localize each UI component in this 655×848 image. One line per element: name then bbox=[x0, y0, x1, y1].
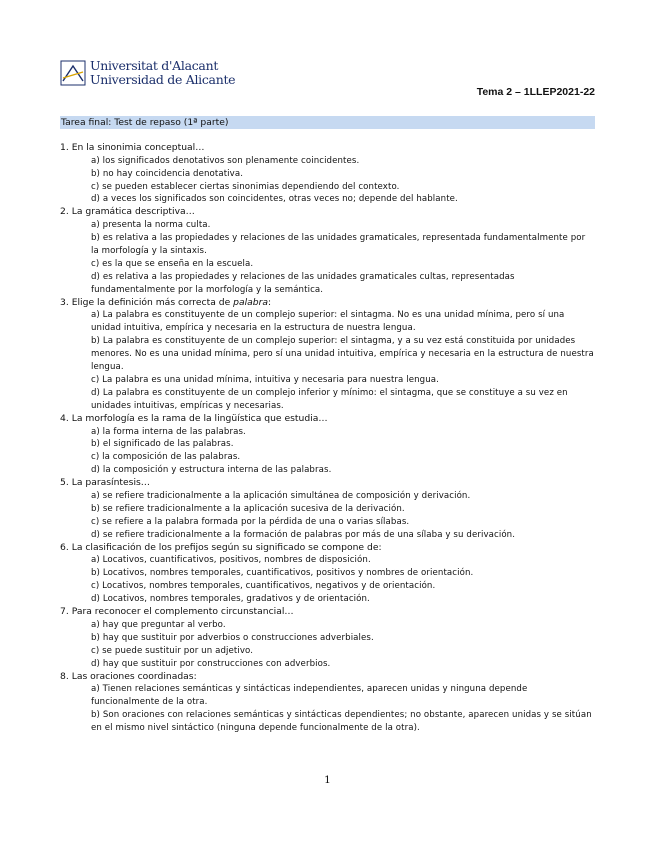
option-c: c) Locativos, nombres temporales, cuantificativos, negativos y de orientación. bbox=[91, 581, 436, 592]
question-number: 7. bbox=[60, 606, 69, 618]
option-d: d) Locativos, nombres temporales, gradativos y de orientación. bbox=[91, 594, 370, 605]
question-stem-end: : bbox=[268, 296, 272, 308]
task-title-bar: Tarea final: Test de repaso (1ª parte) bbox=[60, 116, 595, 129]
question-number: 8. bbox=[60, 670, 69, 682]
option-b: b) no hay coincidencia denotativa. bbox=[91, 168, 244, 179]
university-logo bbox=[60, 58, 236, 90]
question-1 bbox=[60, 142, 595, 206]
option-a: a) presenta la norma culta. bbox=[91, 220, 211, 230]
option-b: b) es relativa a las propiedades y relaciones de las unidades gramaticales, representada fundamentalmente por la morfología y la sintaxis. bbox=[91, 232, 586, 256]
question-stem: La morfología es la rama de la lingüística que estudia… bbox=[71, 412, 328, 424]
option-d: d) La palabra es constituyente de un complejo inferior y mínimo: el sintagma, que se constituye a su vez en unidades intuitivas, empíricas y necesarias. bbox=[91, 388, 568, 411]
option-d: d) a veces los significados son coincidentes, otras veces no; depende del hablante. bbox=[91, 194, 458, 205]
option-a: a) Locativos, cuantificativos, positivos, nombres de disposición. bbox=[91, 555, 371, 566]
question-8 bbox=[60, 671, 595, 735]
university-name-valencian: Universitat d'Alacant bbox=[90, 58, 219, 73]
question-5 bbox=[60, 477, 595, 541]
option-d: d) es relativa a las propiedades y relaciones de las unidades gramaticales cultas, representadas fundamentalmente por la morfología y la semántica. bbox=[91, 271, 515, 295]
option-d: d) se refiere tradicionalmente a la formación de palabras por más de una sílaba y su derivación. bbox=[91, 529, 516, 540]
question-number: 6. bbox=[60, 541, 69, 553]
page-number: 1 bbox=[324, 774, 331, 786]
question-stem: La parasíntesis… bbox=[71, 477, 150, 489]
question-stem: La gramática descriptiva… bbox=[71, 206, 195, 218]
option-c: c) es la que se enseña en la escuela. bbox=[91, 258, 254, 269]
option-c: c) se pueden establecer ciertas sinonimias dependiendo del contexto. bbox=[91, 181, 400, 192]
option-b: b) se refiere tradicionalmente a la aplicación sucesiva de la derivación. bbox=[91, 503, 405, 514]
option-a: a) hay que preguntar al verbo. bbox=[91, 619, 226, 630]
question-number: 1. bbox=[60, 142, 69, 153]
question-stem: La clasificación de los prefijos según su significado se compone de: bbox=[71, 541, 382, 553]
course-header: Tema 2 – 1LLEP2021-22 bbox=[476, 86, 595, 98]
option-b: b) Locativos, nombres temporales, cuantificativos, positivos y nombres de orientación. bbox=[91, 568, 474, 579]
option-b: b) hay que sustituir por adverbios o construcciones adverbiales. bbox=[91, 632, 374, 643]
question-number: 5. bbox=[60, 477, 69, 489]
option-a: a) la forma interna de las palabras. bbox=[91, 426, 246, 437]
option-c: c) La palabra es una unidad mínima, intuitiva y necesaria para nuestra lengua. bbox=[91, 375, 439, 386]
question-stem: En la sinonimia conceptual… bbox=[71, 142, 205, 153]
option-b: b) el significado de las palabras. bbox=[91, 439, 234, 450]
question-number: 3. bbox=[60, 296, 69, 308]
option-b: b) La palabra es constituyente de un complejo superior: el sintagma, y a su vez está constituida por unidades menores. No es una unidad mínima, pero sí una unidad intuitiva, empírica y necesaria en la estructura de nuestra lengua. bbox=[91, 336, 594, 373]
question-stem: Las oraciones coordinadas: bbox=[71, 670, 197, 682]
option-a: a) La palabra es constituyente de un complejo superior: el sintagma. No es una unidad mínima, pero sí una unidad intuitiva, empírica y necesaria en la estructura de nuestra lengua. bbox=[91, 310, 565, 334]
university-name-spanish: Universidad de Alicante bbox=[90, 72, 236, 87]
question-number: 2. bbox=[60, 206, 69, 218]
question-number: 4. bbox=[60, 412, 69, 424]
question-3 bbox=[60, 297, 595, 413]
option-d: d) la composición y estructura interna de las palabras. bbox=[91, 465, 332, 476]
question-6 bbox=[60, 542, 595, 606]
option-b: b) Son oraciones con relaciones semánticas y sintácticas dependientes; no obstante, aparecen unidas y se sitúan en el mismo nivel sintáctico (ninguna depende funcionalmente de la otra). bbox=[91, 710, 592, 734]
ua-emblem-icon bbox=[60, 60, 86, 86]
option-d: d) hay que sustituir por construcciones con adverbios. bbox=[91, 658, 331, 669]
option-c: c) se puede sustituir por un adjetivo. bbox=[91, 645, 254, 656]
question-2 bbox=[60, 206, 595, 296]
question-list bbox=[60, 142, 595, 735]
question-4 bbox=[60, 413, 595, 477]
question-7 bbox=[60, 606, 595, 670]
option-c: c) la composición de las palabras. bbox=[91, 452, 241, 463]
option-a: a) los significados denotativos son plenamente coincidentes. bbox=[91, 155, 360, 166]
option-c: c) se refiere a la palabra formada por la pérdida de una o varias sílabas. bbox=[91, 516, 410, 527]
question-stem: Para reconocer el complemento circunstancial… bbox=[71, 606, 294, 618]
option-a: a) Tienen relaciones semánticas y sintácticas independientes, aparecen unidas y ninguna depende funcionalmente de la otra. bbox=[91, 684, 528, 708]
option-a: a) se refiere tradicionalmente a la aplicación simultánea de composición y derivación. bbox=[91, 490, 471, 501]
question-stem: Elige la definición más correcta de bbox=[71, 296, 234, 308]
question-stem-italic: palabra bbox=[233, 296, 269, 308]
